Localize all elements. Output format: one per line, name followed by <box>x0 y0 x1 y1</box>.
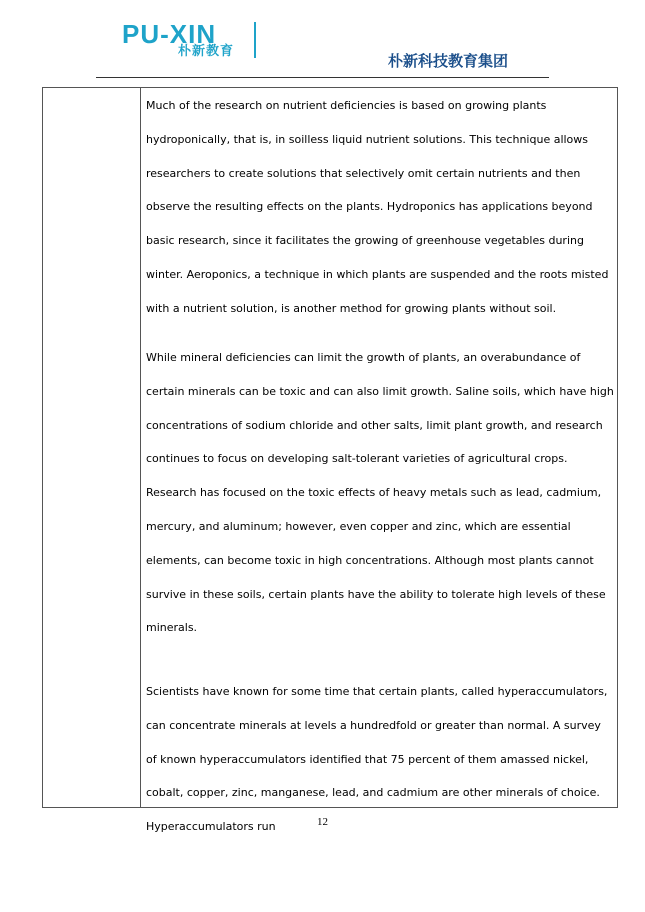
left-column-cell <box>43 88 141 807</box>
header-rule <box>96 77 549 78</box>
logo-brand-text: PU-XIN <box>122 19 217 49</box>
puxin-logo <box>122 20 262 60</box>
paragraph-1: Much of the research on nutrient deficiencies is based on growing plants hydroponically, that is, in soilless liquid nutrient solutions. This technique allows researchers to create solutions that selectively omit certain nutrients and then observe the resulting effects on the plants. Hydroponics has applications beyond basic research, since it facilitates the growing of greenhouse vegetables during winter. Aeroponics, a technique in which plants are suspended and the roots misted with a nutrient solution, is another method for growing plants without soil. <box>146 99 609 315</box>
page-number: 12 <box>317 816 328 828</box>
paragraph-3: Scientists have known for some time that certain plants, called hyperaccumulators, can concentrate minerals at levels a hundredfold or greater than normal. A survey of known hyperaccumulators identified that 75 percent of them amassed nickel, cobalt, copper, zinc, manganese, lead, and cadmium are other minerals of choice. Hyperaccumulators run <box>146 685 608 834</box>
logo-sub-text: 朴新教育 <box>178 44 235 59</box>
paragraph-2: While mineral deficiencies can limit the growth of plants, an overabundance of certain minerals can be toxic and can also limit growth. Saline soils, which have high concentrations of sodium chloride and other salts, limit plant growth, and research continues to focus on developing salt-tolerant varieties of agricultural crops. Research has focused on the toxic effects of heavy metals such as lead, cadmium, mercury, and aluminum; however, even copper and zinc, which are essential elements, can become toxic in high concentrations. Although most plants cannot survive in these soils, certain plants have the ability to tolerate high levels of these minerals. <box>146 351 614 635</box>
organization-name: 朴新科技教育集团 <box>388 52 509 70</box>
logo-divider <box>254 22 256 58</box>
page-header <box>0 0 645 80</box>
